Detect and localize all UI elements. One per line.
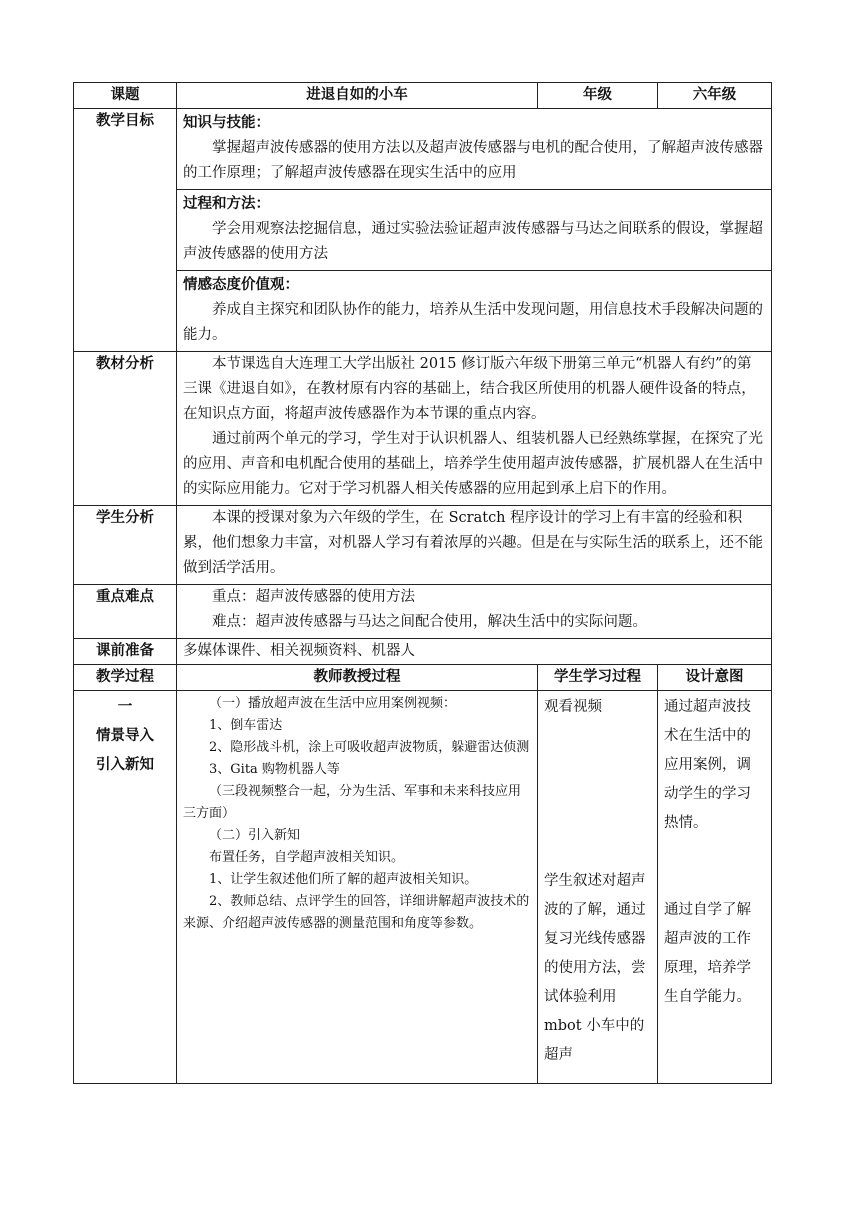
- goals-process-title: 过程和方法：: [183, 196, 270, 212]
- goals-knowledge-text: 掌握超声波传感器的使用方法以及超声波传感器与电机的配合使用，了解超声波传感器的工作原理；了解超声波传感器在现实生活中的应用: [183, 140, 763, 181]
- step1-student-cell: [538, 691, 658, 1084]
- goals-row-attitude: [74, 271, 772, 352]
- topic-row: [74, 83, 772, 109]
- process-col4-header: 设计意图: [658, 665, 772, 691]
- step1-teacher-cell: [177, 691, 538, 1084]
- prep-text: 多媒体课件、相关视频资料、机器人: [177, 639, 772, 665]
- students-text: 本课的授课对象为六年级的学生，在 Scratch 程序设计的学习上有丰富的经验和积累，他们想象力丰富，对机器人学习有着浓厚的兴趣。但是在与实际生活的联系上，还不能做到活学活用。: [183, 510, 763, 576]
- focus-cell: [177, 585, 772, 639]
- step1-row: [74, 691, 772, 1084]
- process-header-row: [74, 665, 772, 691]
- step1-intent-1: 通过超声波技术在生活中的应用案例，调动学生的学习热情。: [664, 699, 751, 831]
- step1-student-1: 观看视频: [544, 699, 602, 715]
- grade-label: 年级: [538, 83, 658, 109]
- goals-attitude-title: 情感态度价值观：: [183, 277, 299, 293]
- step1-title-2: 引入新知: [96, 757, 154, 773]
- step1-intent-cell: [658, 691, 772, 1084]
- material-paragraph-2: 通过前两个单元的学习，学生对于认识机器人、组装机器人已经熟练掌握，在探究了光的应用、声音和电机配合使用的基础上，培养学生使用超声波传感器，扩展机器人在生活中的实际应用能力。它对于学习机器人相关传感器的应用起到承上启下的作用。: [183, 431, 763, 497]
- step1-student-2: 学生叙述对超声波的了解，通过复习光线传感器的使用方法，尝试体验利用 mbot 小车中的超声: [544, 873, 646, 1063]
- step1-number: 一: [117, 699, 133, 715]
- step1-teacher-line-1: （一）播放超声波在生活中应用案例视频：: [209, 696, 457, 711]
- prep-label: 课前准备: [74, 639, 177, 665]
- step1-teacher-line-2: 1、倒车雷达: [209, 718, 283, 733]
- goals-process-text: 学会用观察法挖掘信息，通过实验法验证超声波传感器与马达之间联系的假设，掌握超声波传感器的使用方法: [183, 221, 763, 262]
- step1-teacher-line-5: （三段视频整合一起，分为生活、军事和未来科技应用三方面）: [183, 784, 522, 821]
- step1-teacher-line-4: 3、Gita 购物机器人等: [209, 762, 340, 777]
- students-cell: [177, 506, 772, 585]
- goals-process-cell: [177, 190, 772, 271]
- grade-value: 六年级: [658, 83, 772, 109]
- goals-row-knowledge: [74, 109, 772, 190]
- step1-title-1: 情景导入: [96, 728, 154, 744]
- material-label: 教材分析: [74, 352, 177, 506]
- focus-difficult: 难点：超声波传感器与马达之间配合使用，解决生活中的实际问题。: [212, 614, 647, 630]
- students-row: [74, 506, 772, 585]
- focus-key: 重点：超声波传感器的使用方法: [212, 589, 415, 605]
- goals-label: 教学目标: [74, 109, 177, 352]
- topic-label: 课题: [74, 83, 177, 109]
- goals-attitude-text: 养成自主探究和团队协作的能力，培养从生活中发现问题，用信息技术手段解决问题的能力。: [183, 302, 763, 343]
- step1-title-cell: [74, 691, 177, 1084]
- goals-knowledge-title: 知识与技能：: [183, 115, 270, 131]
- step1-teacher-line-6: （二）引入新知: [209, 828, 301, 843]
- material-paragraph-1: 本节课选自大连理工大学出版社 2015 修订版六年级下册第三单元“机器人有约”的第三课《进退自如》，在教材原有内容的基础上，结合我区所使用的机器人硬件设备的特点，在知识点方面，将超声波传感器作为本节课的重点内容。: [183, 356, 756, 422]
- process-col2-header: 教师教授过程: [177, 665, 538, 691]
- goals-row-process: [74, 190, 772, 271]
- students-label: 学生分析: [74, 506, 177, 585]
- lesson-plan-table: [73, 82, 772, 1084]
- focus-row: [74, 585, 772, 639]
- process-col1-header: 教学过程: [74, 665, 177, 691]
- focus-label: 重点难点: [74, 585, 177, 639]
- step1-teacher-line-3: 2、隐形战斗机，涂上可吸收超声波物质，躲避雷达侦测: [209, 740, 530, 755]
- step1-teacher-line-7: 布置任务，自学超声波相关知识。: [209, 850, 405, 865]
- topic-value: 进退自如的小车: [177, 83, 538, 109]
- goals-knowledge-cell: [177, 109, 772, 190]
- prep-row: [74, 639, 772, 665]
- step1-intent-2: 通过自学了解超声波的工作原理，培养学生自学能力。: [664, 902, 751, 1005]
- step1-teacher-line-8: 1、让学生叙述他们所了解的超声波相关知识。: [209, 872, 478, 887]
- material-cell: [177, 352, 772, 506]
- process-col3-header: 学生学习过程: [538, 665, 658, 691]
- goals-attitude-cell: [177, 271, 772, 352]
- material-row: [74, 352, 772, 506]
- step1-teacher-line-9: 2、教师总结、点评学生的回答，详细讲解超声波技术的来源、介绍超声波传感器的测量范围和角度等参数。: [183, 894, 530, 931]
